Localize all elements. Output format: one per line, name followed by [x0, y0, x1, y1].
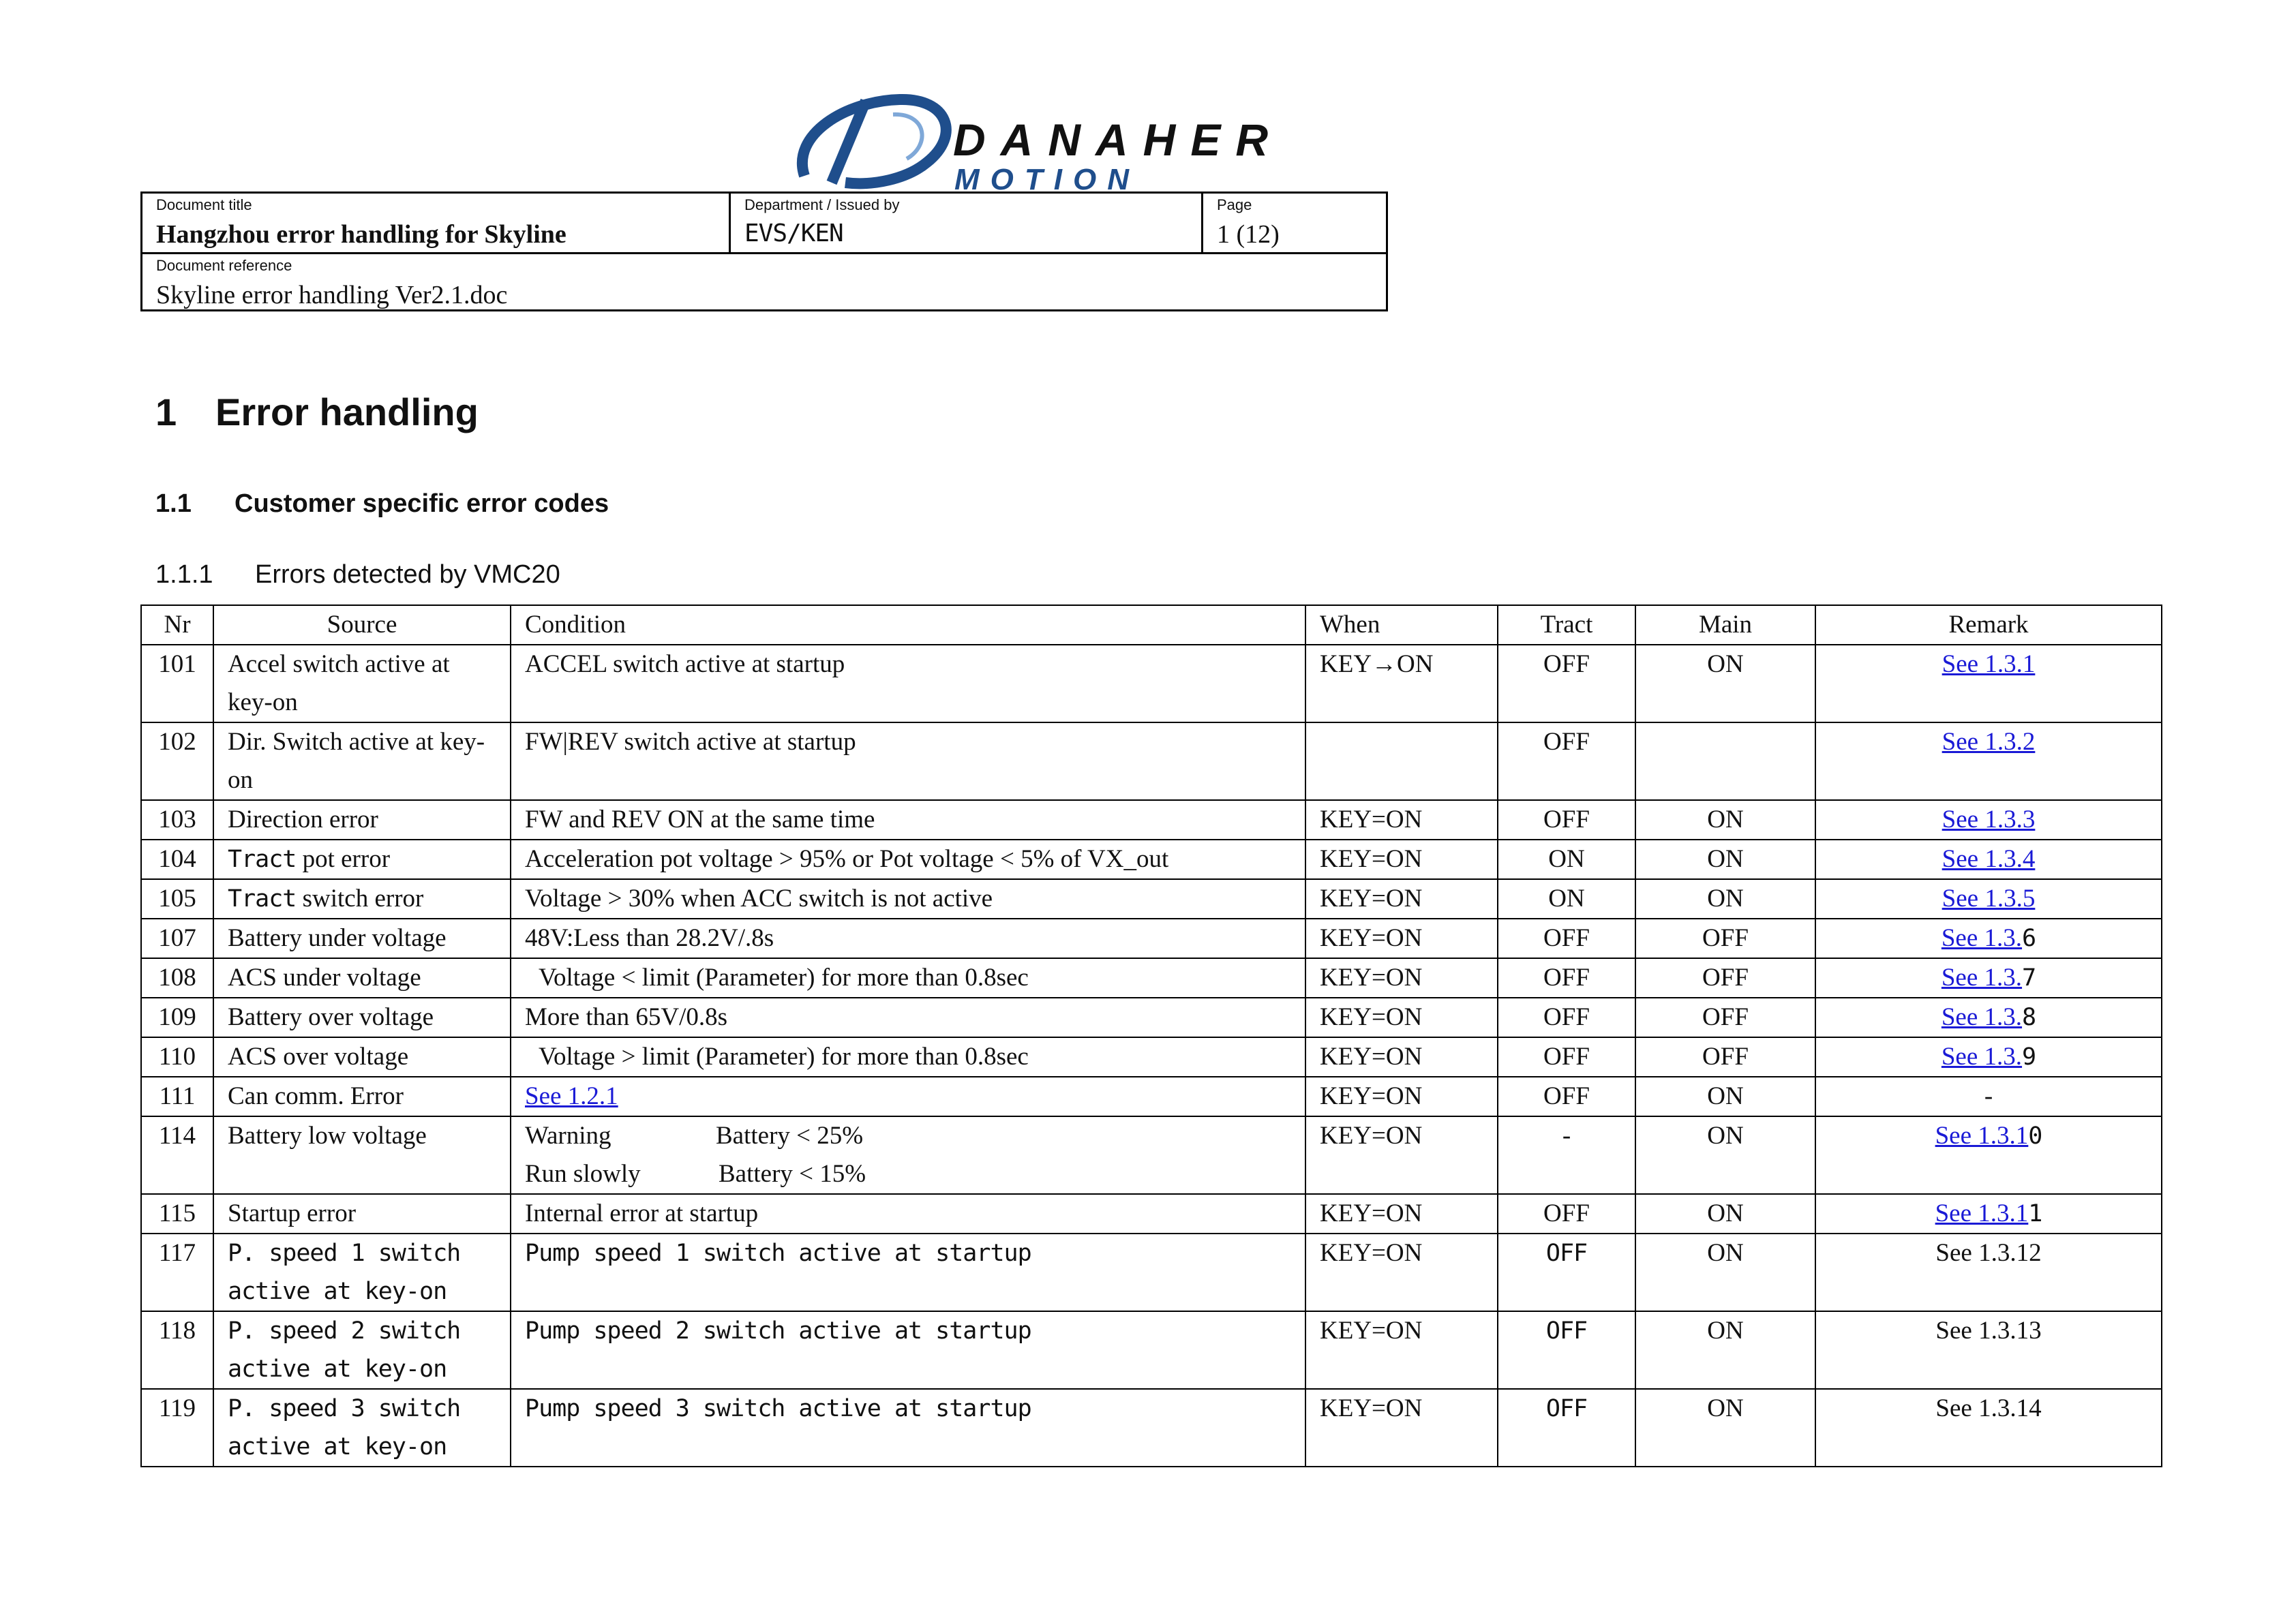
- main-state: ON: [1707, 650, 1744, 678]
- cell-tract: [1498, 1311, 1635, 1389]
- remark-link[interactable]: See 1.3.: [1941, 924, 2023, 952]
- page-label: Page: [1217, 196, 1252, 213]
- condition-link[interactable]: See 1.2.1: [525, 1082, 618, 1110]
- main-state: ON: [1707, 885, 1744, 913]
- when-text: KEY=ON: [1320, 1082, 1423, 1110]
- error-number: 119: [158, 1394, 196, 1422]
- header-nr: Nr: [141, 605, 213, 645]
- cell-nr: [141, 998, 213, 1037]
- remark-suffix: 1: [2028, 1200, 2042, 1227]
- cell-source: [213, 722, 511, 800]
- cell-when: [1305, 958, 1498, 998]
- heading-1: [155, 390, 479, 434]
- cell-tract: [1498, 958, 1635, 998]
- remark-link[interactable]: See 1.3.1: [1935, 1199, 2029, 1227]
- source-text: P. speed 3 switch active at key-on: [228, 1395, 461, 1460]
- error-number: 103: [158, 806, 196, 833]
- remark-text: See 1.3.12: [1935, 1239, 2042, 1267]
- table-row: [141, 1194, 2162, 1234]
- cell-tract: [1498, 1037, 1635, 1077]
- cell-main: [1635, 1077, 1815, 1116]
- heading-2-text: Customer specific error codes: [235, 489, 609, 518]
- condition-text: More than 65V/0.8s: [525, 1003, 727, 1031]
- error-number: 114: [158, 1122, 196, 1150]
- cell-tract: [1498, 840, 1635, 879]
- cell-when: [1305, 645, 1498, 722]
- cell-condition: [511, 1311, 1305, 1389]
- error-number: 101: [158, 650, 196, 678]
- cell-when: [1305, 1037, 1498, 1077]
- cell-source: [213, 1037, 511, 1077]
- when-text: KEY=ON: [1320, 845, 1423, 873]
- danaher-motion-logo: [791, 87, 1336, 196]
- header-main: Main: [1635, 605, 1815, 645]
- cell-source: [213, 919, 511, 958]
- tract-state: OFF: [1543, 1082, 1590, 1110]
- condition-text: Internal error at startup: [525, 1199, 759, 1227]
- document-reference-value: Skyline error handling Ver2.1.doc: [156, 281, 508, 309]
- source-text: ACS over voltage: [228, 1043, 409, 1071]
- main-state: ON: [1707, 1199, 1744, 1227]
- cell-when: [1305, 840, 1498, 879]
- condition-text: Pump speed 2 switch active at startup: [525, 1317, 1031, 1345]
- source-text: Startup error: [228, 1199, 357, 1227]
- source-text: P. speed 1 switch active at key-on: [228, 1240, 461, 1305]
- main-state: OFF: [1702, 924, 1749, 952]
- remark-text: See 1.3.13: [1935, 1317, 2042, 1345]
- source-text: Accel switch active at key-on: [228, 650, 450, 716]
- error-number: 111: [159, 1082, 196, 1110]
- cell-nr: [141, 645, 213, 722]
- document-title-cell: [142, 194, 729, 252]
- cell-tract: [1498, 1077, 1635, 1116]
- remark-link[interactable]: See 1.3.5: [1942, 885, 2036, 913]
- document-reference-cell: [142, 254, 1387, 311]
- cell-main: [1635, 919, 1815, 958]
- cell-remark: [1815, 919, 2162, 958]
- error-number: 104: [158, 845, 196, 873]
- table-row: [141, 645, 2162, 722]
- error-number: 118: [158, 1317, 196, 1345]
- heading-1-number: 1: [155, 391, 177, 433]
- cell-remark: [1815, 645, 2162, 722]
- cell-condition: [511, 722, 1305, 800]
- main-state: ON: [1707, 806, 1744, 833]
- cell-source: [213, 998, 511, 1037]
- heading-3-number: 1.1.1: [155, 560, 213, 589]
- condition-line: [525, 1155, 1291, 1193]
- cell-when: [1305, 722, 1498, 800]
- table-row: [141, 1234, 2162, 1311]
- remark-link[interactable]: See 1.3.1: [1935, 1122, 2029, 1150]
- cell-nr: [141, 722, 213, 800]
- when-text: KEY=ON: [1320, 964, 1423, 992]
- remark-link[interactable]: See 1.3.3: [1942, 806, 2036, 833]
- main-state: OFF: [1702, 1003, 1749, 1031]
- when-text: KEY=ON: [1320, 885, 1423, 913]
- cell-remark: [1815, 958, 2162, 998]
- cell-tract: [1498, 1116, 1635, 1194]
- source-prefix: Tract: [228, 846, 297, 873]
- cell-condition: [511, 1234, 1305, 1311]
- source-text: Dir. Switch active at key-on: [228, 728, 485, 794]
- table-row: [141, 722, 2162, 800]
- table-row: [141, 800, 2162, 840]
- cell-remark: [1815, 1194, 2162, 1234]
- remark-link[interactable]: See 1.3.: [1941, 964, 2023, 992]
- when-text: KEY=ON: [1320, 1199, 1423, 1227]
- header-condition: Condition: [511, 605, 1305, 645]
- condition-text: Voltage > limit (Parameter) for more than 0.8sec: [539, 1043, 1029, 1071]
- remark-suffix: 9: [2022, 1043, 2036, 1071]
- main-state: OFF: [1702, 964, 1749, 992]
- main-state: ON: [1707, 845, 1744, 873]
- condition-state: Warning: [525, 1122, 611, 1150]
- cell-nr: [141, 800, 213, 840]
- cell-when: [1305, 1234, 1498, 1311]
- department-label: Department / Issued by: [744, 196, 900, 213]
- department-value: EVS/KEN: [744, 219, 843, 247]
- tract-state: OFF: [1545, 1240, 1588, 1267]
- cell-nr: [141, 1116, 213, 1194]
- page-cell: [1203, 194, 1387, 252]
- cell-condition: [511, 1194, 1305, 1234]
- department-cell: [731, 194, 1201, 252]
- heading-3: [155, 560, 560, 590]
- cell-remark: [1815, 1037, 2162, 1077]
- cell-tract: [1498, 645, 1635, 722]
- header-remark: Remark: [1815, 605, 2162, 645]
- main-state: ON: [1707, 1394, 1744, 1422]
- cell-condition: [511, 645, 1305, 722]
- condition-text: Voltage > 30% when ACC switch is not active: [525, 885, 993, 913]
- source-text: Can comm. Error: [228, 1082, 404, 1110]
- cell-main: [1635, 1116, 1815, 1194]
- tract-state: OFF: [1545, 1317, 1588, 1345]
- header-source: Source: [213, 605, 511, 645]
- cell-tract: [1498, 722, 1635, 800]
- cell-source: [213, 1234, 511, 1311]
- cell-main: [1635, 1234, 1815, 1311]
- tract-state: -: [1562, 1122, 1571, 1150]
- condition-text: 48V:Less than 28.2V/.8s: [525, 924, 774, 952]
- error-number: 109: [158, 1003, 196, 1031]
- condition-text: Voltage < limit (Parameter) for more than 0.8sec: [539, 964, 1029, 992]
- cell-tract: [1498, 1234, 1635, 1311]
- cell-when: [1305, 919, 1498, 958]
- cell-main: [1635, 998, 1815, 1037]
- cell-nr: [141, 1194, 213, 1234]
- condition-text: ACCEL switch active at startup: [525, 650, 845, 678]
- tract-state: OFF: [1543, 1199, 1590, 1227]
- logo-graphic: [791, 87, 1336, 196]
- cell-source: [213, 840, 511, 879]
- cell-source: [213, 800, 511, 840]
- page-value: 1 (12): [1217, 220, 1280, 249]
- cell-remark: [1815, 1389, 2162, 1467]
- cell-when: [1305, 879, 1498, 919]
- source-text: P. speed 2 switch active at key-on: [228, 1317, 461, 1383]
- header-tract: Tract: [1498, 605, 1635, 645]
- cell-main: [1635, 958, 1815, 998]
- condition-line: [525, 1117, 1291, 1155]
- cell-remark: [1815, 998, 2162, 1037]
- condition-text: Pump speed 1 switch active at startup: [525, 1240, 1031, 1267]
- tract-state: OFF: [1545, 1395, 1588, 1422]
- when-text: KEY=ON: [1320, 1317, 1423, 1345]
- logo-brand-text: DANAHER: [953, 114, 1283, 165]
- error-number: 107: [158, 924, 196, 952]
- cell-condition: [511, 1389, 1305, 1467]
- cell-nr: [141, 879, 213, 919]
- cell-main: [1635, 1311, 1815, 1389]
- remark-link[interactable]: See 1.3.: [1941, 1043, 2023, 1071]
- when-text: KEY=ON: [1320, 1394, 1423, 1422]
- cell-source: [213, 1116, 511, 1194]
- cell-condition: [511, 879, 1305, 919]
- heading-2-number: 1.1: [155, 489, 192, 518]
- main-state: OFF: [1702, 1043, 1749, 1071]
- cell-when: [1305, 1116, 1498, 1194]
- document-title-label: Document title: [156, 196, 252, 213]
- remark-text: See 1.3.14: [1935, 1394, 2042, 1422]
- table-row: [141, 958, 2162, 998]
- cell-source: [213, 1389, 511, 1467]
- main-state: ON: [1707, 1239, 1744, 1267]
- heading-3-text: Errors detected by VMC20: [255, 560, 560, 589]
- cell-nr: [141, 1077, 213, 1116]
- condition-threshold: Battery < 25%: [716, 1122, 864, 1150]
- cell-source: [213, 1311, 511, 1389]
- table-row: [141, 879, 2162, 919]
- document-reference-label: Document reference: [156, 257, 292, 274]
- cell-nr: [141, 1389, 213, 1467]
- table-header-row: [141, 605, 2162, 645]
- cell-nr: [141, 919, 213, 958]
- when-text: KEY→ON: [1320, 650, 1434, 678]
- source-text: ACS under voltage: [228, 964, 421, 992]
- cell-tract: [1498, 1194, 1635, 1234]
- logo-sub-text: MOTION: [954, 163, 1140, 196]
- cell-nr: [141, 1037, 213, 1077]
- cell-tract: [1498, 998, 1635, 1037]
- table-row: [141, 998, 2162, 1037]
- main-state: ON: [1707, 1122, 1744, 1150]
- cell-nr: [141, 840, 213, 879]
- error-number: 102: [158, 728, 196, 756]
- cell-main: [1635, 722, 1815, 800]
- condition-threshold: Battery < 15%: [719, 1160, 866, 1188]
- cell-remark: [1815, 879, 2162, 919]
- remark-suffix: 0: [2028, 1122, 2042, 1150]
- cell-remark: [1815, 1116, 2162, 1194]
- source-text: Battery under voltage: [228, 924, 447, 952]
- cell-condition: [511, 1037, 1305, 1077]
- cell-main: [1635, 840, 1815, 879]
- main-state: ON: [1707, 1317, 1744, 1345]
- cell-nr: [141, 1311, 213, 1389]
- cell-remark: [1815, 1077, 2162, 1116]
- source-text: Battery over voltage: [228, 1003, 434, 1031]
- cell-condition: [511, 800, 1305, 840]
- cell-condition: [511, 1116, 1305, 1194]
- cell-remark: [1815, 840, 2162, 879]
- cell-condition: [511, 958, 1305, 998]
- document-title-value: Hangzhou error handling for Skyline: [156, 220, 567, 249]
- source-text: pot error: [302, 845, 391, 873]
- remark-suffix: 7: [2022, 964, 2036, 992]
- condition-text: Acceleration pot voltage > 95% or Pot voltage < 5% of VX_out: [525, 845, 1169, 873]
- tract-state: OFF: [1543, 1003, 1590, 1031]
- condition-text: Pump speed 3 switch active at startup: [525, 1395, 1031, 1422]
- cell-remark: [1815, 1234, 2162, 1311]
- when-text: KEY=ON: [1320, 1122, 1423, 1150]
- table-row: [141, 1037, 2162, 1077]
- cell-source: [213, 958, 511, 998]
- cell-condition: [511, 998, 1305, 1037]
- remark-link[interactable]: See 1.3.4: [1942, 845, 2036, 873]
- error-number: 115: [158, 1199, 196, 1227]
- cell-main: [1635, 879, 1815, 919]
- cell-remark: [1815, 1311, 2162, 1389]
- error-number: 108: [158, 964, 196, 992]
- cell-when: [1305, 1194, 1498, 1234]
- cell-tract: [1498, 879, 1635, 919]
- condition-text: FW|REV switch active at startup: [525, 728, 856, 756]
- tract-state: OFF: [1543, 806, 1590, 833]
- table-row: [141, 1311, 2162, 1389]
- error-number: 117: [158, 1239, 196, 1267]
- cell-source: [213, 879, 511, 919]
- tract-state: ON: [1548, 885, 1585, 913]
- cell-remark: [1815, 800, 2162, 840]
- when-text: KEY=ON: [1320, 806, 1423, 833]
- cell-remark: [1815, 722, 2162, 800]
- error-number: 110: [158, 1043, 196, 1071]
- table-row: [141, 1389, 2162, 1467]
- source-prefix: Tract: [228, 885, 297, 913]
- source-text: switch error: [302, 885, 424, 913]
- cell-tract: [1498, 919, 1635, 958]
- when-text: KEY=ON: [1320, 924, 1423, 952]
- cell-condition: [511, 840, 1305, 879]
- cell-when: [1305, 1077, 1498, 1116]
- cell-main: [1635, 800, 1815, 840]
- cell-nr: [141, 958, 213, 998]
- tract-state: OFF: [1543, 728, 1590, 756]
- cell-main: [1635, 1194, 1815, 1234]
- condition-state: Run slowly: [525, 1160, 641, 1188]
- tract-state: OFF: [1543, 924, 1590, 952]
- cell-when: [1305, 1311, 1498, 1389]
- cell-source: [213, 1077, 511, 1116]
- remark-suffix: 8: [2022, 1004, 2036, 1031]
- remark-suffix: 6: [2022, 925, 2036, 952]
- heading-1-text: Error handling: [215, 391, 479, 433]
- source-text: Battery low voltage: [228, 1122, 427, 1150]
- when-text: KEY=ON: [1320, 1003, 1423, 1031]
- remark-link[interactable]: See 1.3.: [1941, 1003, 2023, 1031]
- cell-when: [1305, 1389, 1498, 1467]
- cell-nr: [141, 1234, 213, 1311]
- tract-state: ON: [1548, 845, 1585, 873]
- tract-state: OFF: [1543, 650, 1590, 678]
- cell-tract: [1498, 800, 1635, 840]
- tract-state: OFF: [1543, 964, 1590, 992]
- cell-when: [1305, 998, 1498, 1037]
- table-row: [141, 1077, 2162, 1116]
- error-number: 105: [158, 885, 196, 913]
- document-header-box: [140, 192, 1388, 311]
- error-codes-table: [140, 605, 2162, 1467]
- remark-link[interactable]: See 1.3.1: [1942, 650, 2036, 678]
- condition-text: FW and REV ON at the same time: [525, 806, 875, 833]
- cell-condition: [511, 1077, 1305, 1116]
- table-row: [141, 1116, 2162, 1194]
- cell-main: [1635, 1389, 1815, 1467]
- cell-source: [213, 1194, 511, 1234]
- tract-state: OFF: [1543, 1043, 1590, 1071]
- cell-when: [1305, 800, 1498, 840]
- main-state: ON: [1707, 1082, 1744, 1110]
- when-text: KEY=ON: [1320, 1239, 1423, 1267]
- cell-source: [213, 645, 511, 722]
- remark-link[interactable]: See 1.3.2: [1942, 728, 2036, 756]
- table-row: [141, 840, 2162, 879]
- cell-tract: [1498, 1389, 1635, 1467]
- when-text: KEY=ON: [1320, 1043, 1423, 1071]
- cell-main: [1635, 1037, 1815, 1077]
- table-row: [141, 919, 2162, 958]
- cell-main: [1635, 645, 1815, 722]
- cell-condition: [511, 919, 1305, 958]
- source-text: Direction error: [228, 806, 378, 833]
- heading-2: [155, 489, 609, 519]
- header-when: When: [1305, 605, 1498, 645]
- remark-text: -: [1984, 1082, 1993, 1110]
